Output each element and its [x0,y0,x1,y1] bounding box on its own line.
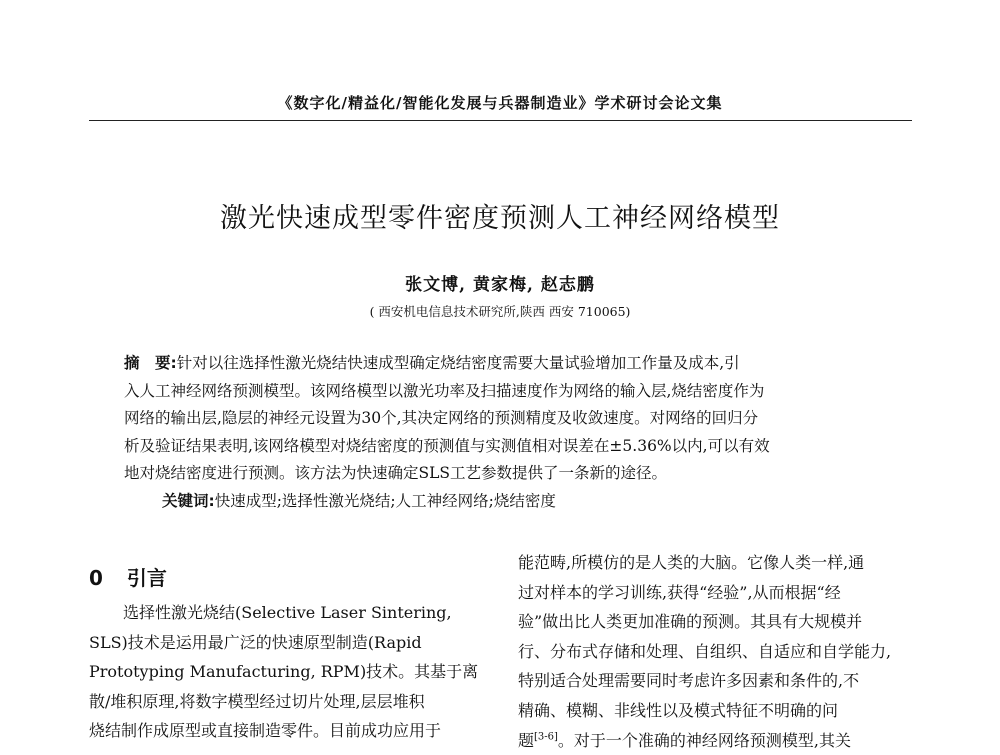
paragraph-line: 题[3-6]。对于一个准确的神经网络预测模型,其关 [518,730,852,750]
paragraph-line: 散/堆积原理,将数字模型经过切片处理,层层堆积 [89,691,425,711]
right-column [518,548,912,755]
paragraph-line: SLS)技术是运用最广泛的快速原型制造(Rapid [89,632,422,652]
section-heading [89,562,167,591]
paragraph-line: 精确、模糊、非线性以及模式特征不明确的问 [518,700,839,720]
abstract-line: 摘 要:针对以往选择性激光烧结快速成型确定烧结密度需要大量试验增加工作量及成本,引 [124,354,740,372]
keywords-label: 关键词: [162,491,215,510]
citation: [3-6] [534,731,558,743]
abstract-line: 地对烧结密度进行预测。该方法为快速确定SLS工艺参数提供了一条新的途径。 [124,464,668,482]
paragraph-line: 过对样本的学习训练,获得“经验”,从而根据“经 [518,582,841,602]
section-number: 0 [89,566,103,590]
paragraph-line: Prototyping Manufacturing, RPM)技术。其基于离 [89,662,479,682]
paragraph-line: 能范畴,所模仿的是人类的大脑。它像人类一样,通 [518,553,865,572]
abstract-line: 析及验证结果表明,该网络模型对烧结密度的预测值与实测值相对误差在±5.36%以内,可以有效 [124,436,770,455]
paragraph-line: 烧结制作成原型或直接制造零件。目前成功应用于 [89,721,442,741]
affiliation: ( 西安机电信息技术研究所,陕西 西安 710065) [369,304,631,319]
running-head: 《数字化/精益化/智能化发展与兵器制造业》学术研讨会论文集 [277,94,723,112]
header-rule [89,120,912,121]
authors: 张文博, 黄家梅, 赵志鹏 [405,275,595,295]
paragraph-line: 验”做出比人类更加准确的预测。其具有大规模并 [518,612,863,632]
abstract-line: 网络的输出层,隐层的神经元设置为30个,其决定网络的预测精度及收敛速度。对网络的回归分 [124,409,759,427]
keywords [124,488,878,516]
paragraph-line: 选择性激光烧结(Selective Laser Sintering, [123,603,452,622]
paragraph-line: 行、分布式存储和处理、自组织、自适应和自学能力, [518,641,892,661]
paper-title: 激光快速成型零件密度预测人工神经网络模型 [220,203,780,234]
left-column [89,598,485,746]
keywords-text: 快速成型;选择性激光烧结;人工神经网络;烧结密度 [214,491,556,510]
paragraph-line: 特别适合处理需要同时考虑许多因素和条件的,不 [518,671,860,691]
section-title: 引言 [126,566,167,590]
abstract-line: 入人工神经网络预测模型。该网络模型以激光功率及扫描速度作为网络的输入层,烧结密度作为 [124,381,765,400]
abstract [124,350,878,515]
abstract-label: 摘 要: [124,354,177,372]
